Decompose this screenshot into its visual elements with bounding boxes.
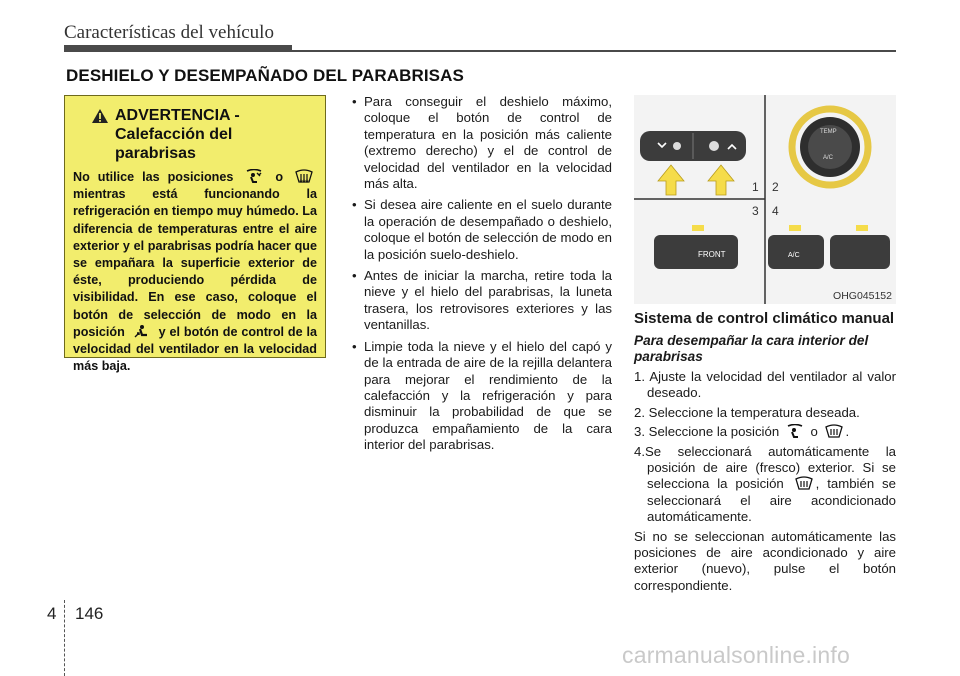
manual-section-title: Sistema de control climático manual: [634, 310, 895, 327]
quadrant-label-4: 4: [772, 204, 779, 218]
ac-button-label: A/C: [788, 252, 800, 259]
manual-climate-section: [634, 310, 896, 594]
warning-box: [64, 95, 326, 374]
knob-temp-label: TEMP: [820, 129, 837, 135]
step-2: 2. Seleccione la temperatura deseada.: [634, 404, 860, 420]
quadrant-label-2: 2: [772, 180, 779, 194]
step-3: [634, 424, 896, 440]
header-rule: [64, 45, 292, 52]
defrost-icon: [294, 169, 314, 183]
warning-text: [73, 169, 317, 375]
step-4-text-b: , también se seleccionará el aire acondicionado automáticamente.: [647, 476, 896, 525]
defrost-icon: [824, 424, 844, 438]
list-item: • Para conseguir el deshielo máximo, coloque el botón de control de temperatura en la posición más caliente (extremo derecho) y el de control de velocidad del ventilador en la velocidad más alta.: [348, 94, 612, 192]
warning-triangle-icon: [91, 108, 109, 124]
knob-ac-label: A/C: [823, 155, 834, 161]
figure-code: OHG045152: [833, 290, 892, 302]
step-3-text: 3. Seleccione la posición: [634, 424, 780, 440]
step-3-or: o: [810, 424, 818, 440]
page-number: 146: [75, 604, 104, 623]
list-item: • Limpie toda la nieve y el hielo del capó y de la entrada de aire de la rejilla delantera para mejorar el rendimiento de la calefacción y la refrigeración y para disminuir la probabilidad de que se produzca empañamiento de la cara interior del parabrisas.: [348, 339, 612, 454]
warning-title: ADVERTENCIA -: [115, 107, 240, 124]
front-button-label: FRONT: [698, 250, 726, 259]
section-number: 4: [47, 604, 57, 623]
step-4-text-a: 4.Se seleccionará automáticamente la posición de aire (fresco) exterior. Si se selecciona la posición: [634, 443, 896, 492]
climate-control-figure: [634, 95, 896, 304]
warning-text-b: mientras está funcionando la refrigeración en tiempo muy húmedo. La diferencia de temperaturas entre el aire exterior y el parabrisas podría hacer que se empañara la superficie exterior de éste, produciendo pérdida de visibilidad. En ese caso, coloque el botón de selección de modo en la posición: [73, 187, 317, 339]
defrost-icon: [794, 476, 814, 490]
warning-subtitle: Calefacción del parabrisas: [115, 126, 233, 162]
warning-text-a: No utilice las posiciones: [73, 170, 234, 184]
warning-header: [91, 106, 317, 163]
chapter-title: Características del vehículo: [64, 22, 274, 43]
list-item: • Si desea aire caliente en el suelo durante la operación de desempañado o deshielo, coloque el botón de selección de modo en la posición suelo-deshielo.: [348, 197, 612, 263]
closing-paragraph: Si no se seleccionan automáticamente las posiciones de aire acondicionado y aire exterior (nuevo), pulse el botón correspondiente.: [634, 528, 896, 593]
list-item: • Antes de iniciar la marcha, retire toda la nieve y el hielo del parabrisas, la luneta trasera, los retrovisores exteriores y las ventanillas.: [348, 268, 612, 334]
watermark: carmanualsonline.info: [622, 642, 850, 668]
floor-mode-icon: [132, 324, 152, 338]
step-1: 1. Ajuste la velocidad del ventilador al valor deseado.: [634, 369, 896, 401]
manual-section-subtitle: Para desempañar la cara interior del parabrisas: [634, 333, 869, 364]
warning-text-or: o: [275, 170, 284, 184]
page-divider: [64, 600, 65, 676]
warning-text-c: y el botón de control de la velocidad del ventilador en la velocidad más baja.: [73, 324, 318, 374]
section-title: DESHIELO Y DESEMPAÑADO DEL PARABRISAS: [66, 66, 464, 85]
floor-defrost-icon: [785, 424, 805, 438]
climate-panel-illustration: [634, 95, 896, 304]
step-4: [634, 444, 896, 526]
floor-defrost-icon: [244, 169, 264, 183]
quadrant-label-1: 1: [752, 180, 759, 194]
header-rule-thin: [292, 50, 896, 52]
step-3-end: .: [845, 424, 850, 440]
bullet-list: [348, 94, 612, 459]
quadrant-label-3: 3: [752, 204, 759, 218]
